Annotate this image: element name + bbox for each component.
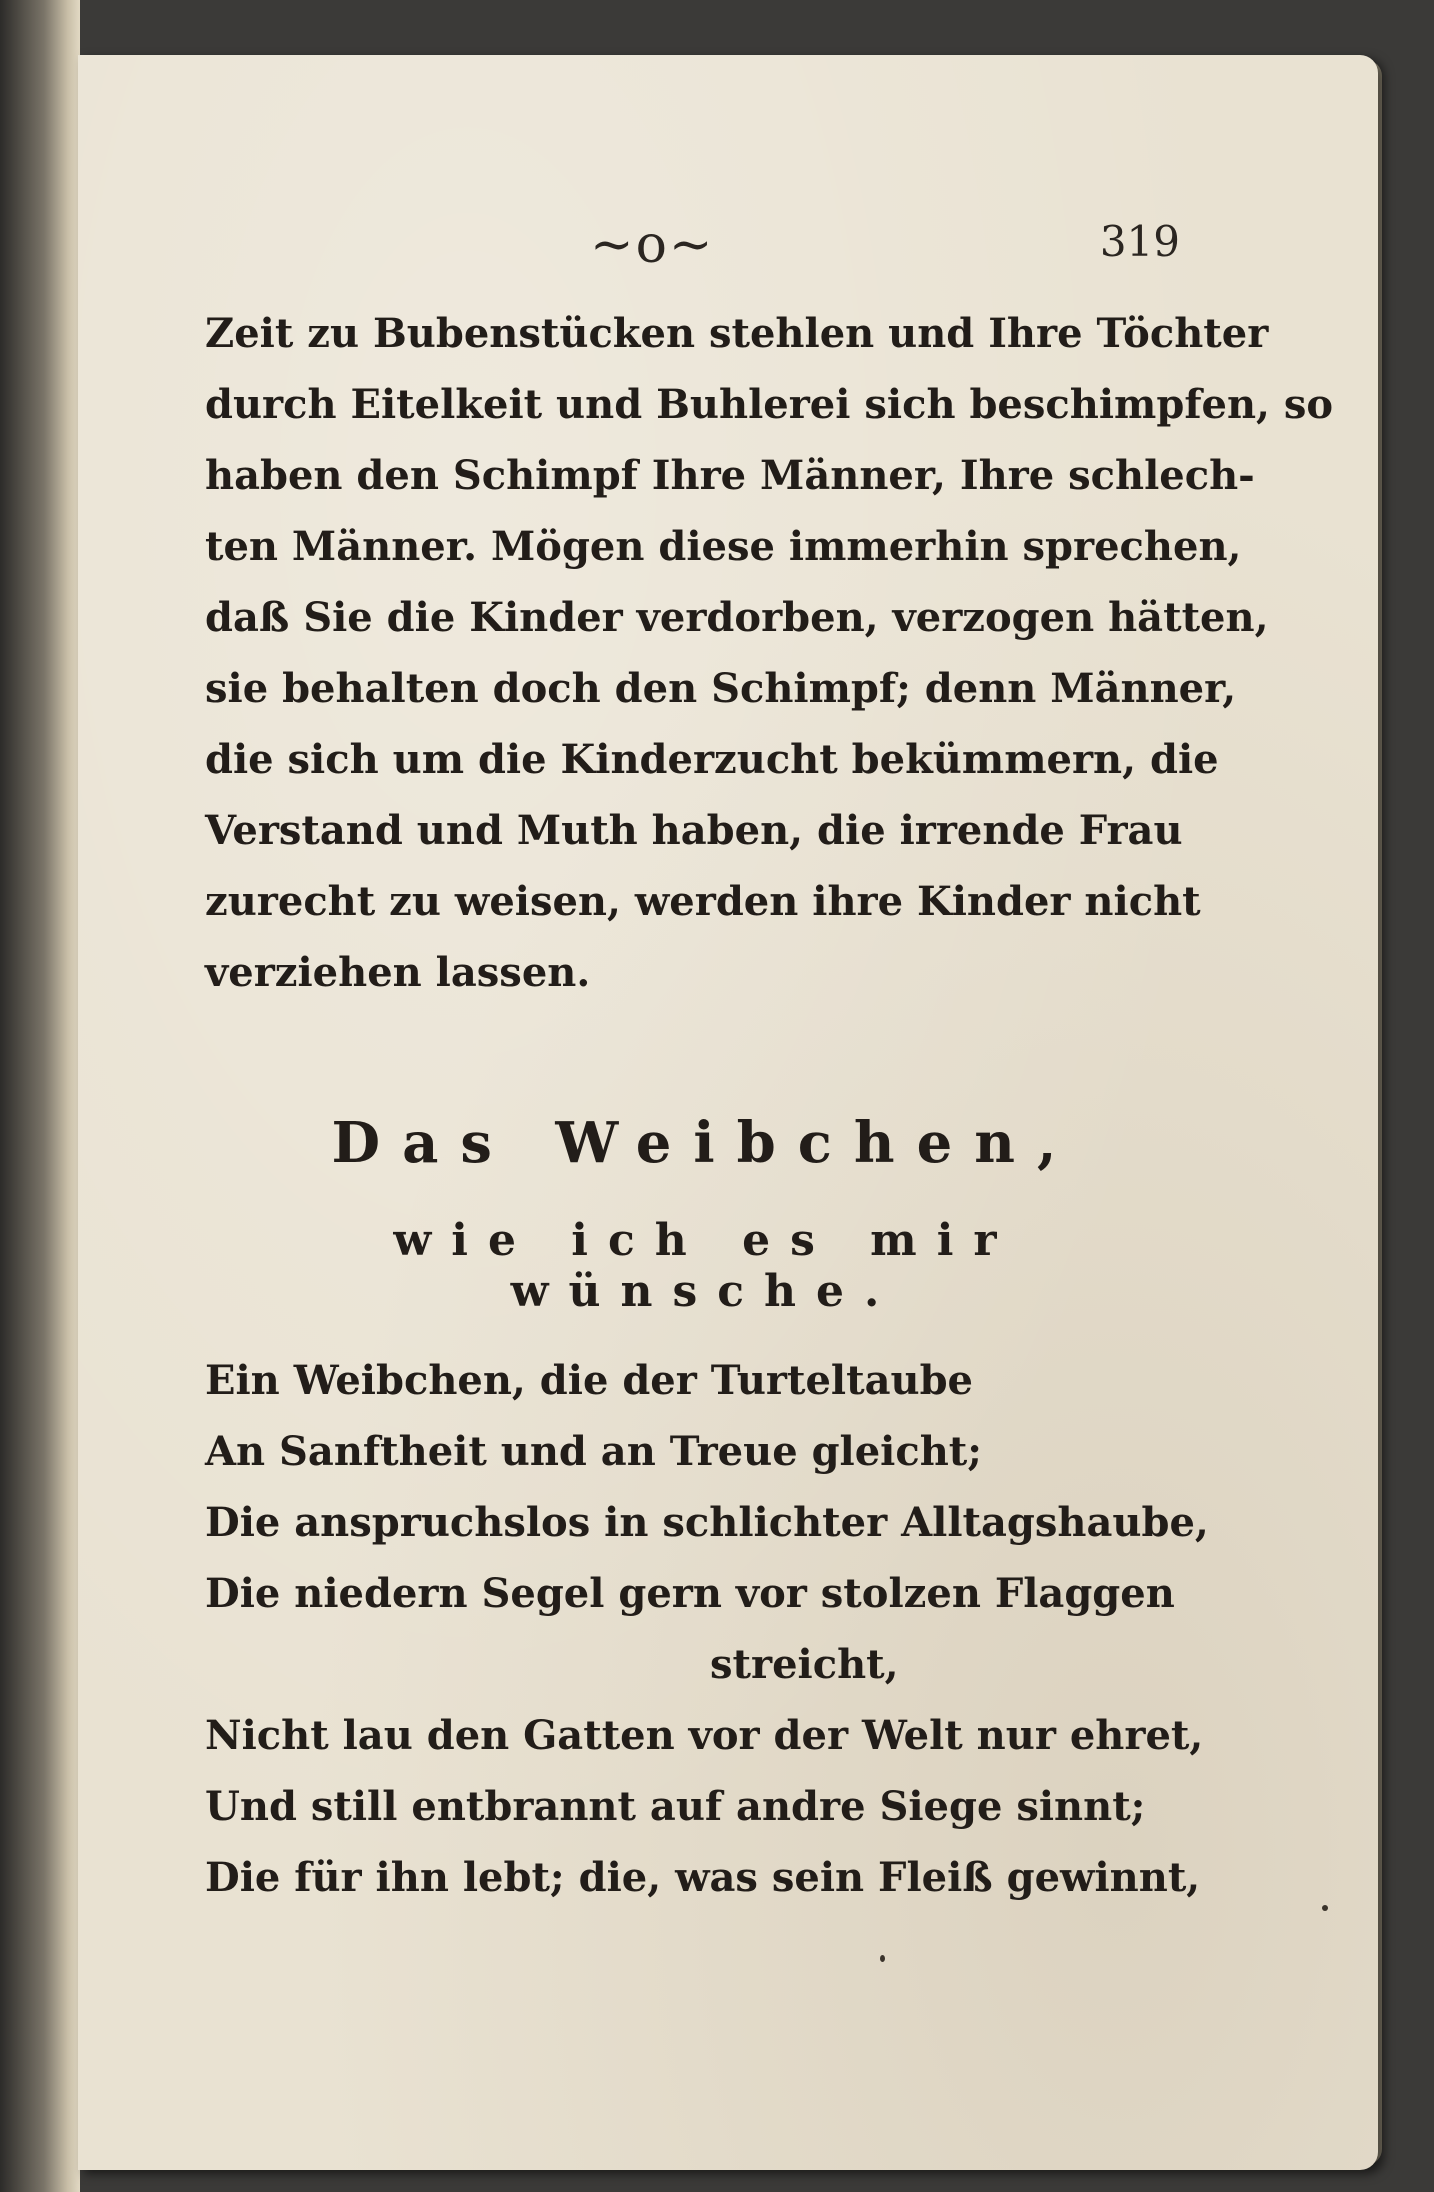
verse-line: Und still entbrannt auf andre Siege sinnt; <box>205 1783 1146 1830</box>
poem-subtitle: wie ich es mir wünsche. <box>393 1215 1017 1317</box>
prose-line: sie behalten doch den Schimpf; denn Männer, <box>205 665 1237 712</box>
prose-paragraph <box>205 298 1334 1008</box>
verse-line: streicht, <box>710 1641 899 1688</box>
verse-line: Die für ihn lebt; die, was sein Fleiß gewinnt, <box>205 1854 1201 1901</box>
prose-line: verziehen lassen. <box>205 949 591 996</box>
prose-line: haben den Schimpf Ihre Männer, Ihre schlech- <box>205 452 1255 499</box>
page-number: 319 <box>1099 217 1180 266</box>
verse-line: An Sanftheit und an Treue gleicht; <box>205 1428 983 1475</box>
verse-line: Ein Weibchen, die der Turteltaube <box>205 1357 974 1404</box>
prose-line: zurecht zu weisen, werden ihre Kinder nicht <box>205 878 1201 925</box>
verse-line: Die anspruchslos in schlichter Alltagshaube, <box>205 1499 1209 1546</box>
verse-line: Die niedern Segel gern vor stolzen Flaggen <box>205 1570 1175 1617</box>
prose-line: durch Eitelkeit und Buhlerei sich beschimpfen, so <box>205 381 1334 428</box>
page-header <box>200 205 1200 275</box>
facing-page-edge <box>0 0 80 2192</box>
poem-title: Das Weibchen, <box>331 1110 1079 1176</box>
header-ornament: ~o~ <box>590 215 715 275</box>
prose-line: ten Männer. Mögen diese immerhin sprechen, <box>205 523 1242 570</box>
prose-line: Zeit zu Bubenstücken stehlen und Ihre Töchter <box>205 310 1269 357</box>
prose-line: die sich um die Kinderzucht bekümmern, die <box>205 736 1219 783</box>
poem-body <box>205 1345 1209 1913</box>
prose-line: Verstand und Muth haben, die irrende Frau <box>205 807 1183 854</box>
prose-line: daß Sie die Kinder verdorben, verzogen hätten, <box>205 594 1269 641</box>
ink-speck <box>1322 1905 1328 1911</box>
ink-speck <box>880 1955 885 1962</box>
verse-line: Nicht lau den Gatten vor der Welt nur ehret, <box>205 1712 1204 1759</box>
